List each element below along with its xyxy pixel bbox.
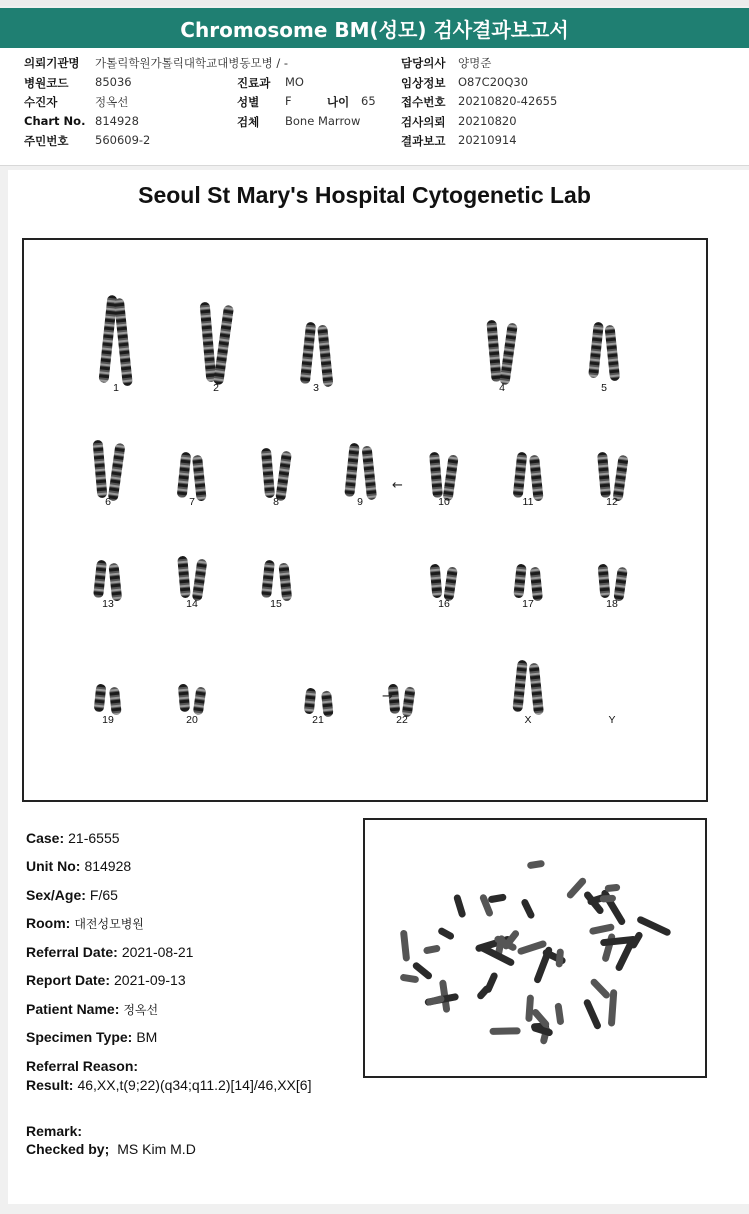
report-title: Chromosome BM(성모) 검사결과보고서 — [180, 17, 569, 42]
referral-reason-label: Referral Reason: — [26, 1058, 139, 1074]
patient-value: 정옥선 — [95, 95, 129, 109]
chromosome-pair-6 — [86, 440, 130, 504]
chromosome-pair-14 — [170, 556, 214, 604]
chromosome-12-b — [612, 455, 628, 502]
metaphase-chromosome — [589, 977, 611, 1000]
chromosome-15-b — [278, 562, 292, 601]
report-label: 결과보고 — [401, 134, 446, 148]
chromosome-13-a — [93, 560, 107, 598]
report-value: 20210914 — [458, 133, 517, 147]
chromosome-label-11: 11 — [522, 496, 534, 508]
sex-value: F — [285, 94, 292, 108]
chromosome-label-13: 13 — [102, 598, 114, 610]
specimen-type-label: Specimen Type: — [26, 1029, 133, 1045]
chromosome-label-X: X — [524, 714, 532, 726]
clinical-value: O87C20Q30 — [458, 75, 529, 89]
metaphase-chromosome — [520, 898, 536, 920]
chromosome-pair-20 — [170, 684, 214, 718]
chromosome-1-a — [98, 295, 117, 383]
metaphase-chromosome — [484, 971, 499, 994]
metaphase-chromosome — [453, 894, 467, 919]
chromosome-X-b — [529, 663, 544, 716]
hospital-label: 의뢰기관명 — [24, 56, 80, 70]
chromosome-9-a — [344, 443, 360, 497]
chromosome-label-1: 1 — [113, 382, 119, 394]
arrow-22-icon: → — [382, 689, 393, 704]
chromosome-15-a — [261, 560, 275, 598]
chromosome-pair-2 — [194, 302, 238, 388]
chromosome-9-b — [362, 446, 378, 501]
rrn-label: 주민번호 — [24, 134, 69, 148]
chromosome-17-a — [513, 564, 526, 598]
chromosome-label-Y: Y — [608, 714, 616, 726]
chart-label: Chart No. — [24, 114, 86, 128]
sexage-value: F/65 — [89, 887, 118, 903]
metaphase-chromosome — [400, 930, 410, 962]
chromosome-pair-3 — [294, 322, 338, 390]
chromosome-label-16: 16 — [438, 598, 450, 610]
karyogram-panel — [22, 238, 708, 802]
hospital-value: 가톨릭학원가톨릭대학교대병동모병 / - — [95, 56, 289, 70]
chromosome-3-a — [300, 322, 316, 384]
specimen-label: 검체 — [237, 115, 260, 129]
chromosome-label-12: 12 — [606, 496, 618, 508]
chromosome-17-b — [530, 567, 543, 602]
chromosome-7-b — [192, 455, 207, 502]
patient-info-panel — [0, 48, 749, 166]
chromosome-label-19: 19 — [102, 714, 114, 726]
chromosome-20-a — [178, 684, 190, 712]
chromosome-14-a — [177, 556, 191, 598]
chromosome-label-17: 17 — [522, 598, 534, 610]
chromosome-19-b — [109, 687, 122, 716]
request-label: 검사의뢰 — [401, 115, 446, 129]
chromosome-10-a — [429, 452, 443, 498]
chromosome-8-b — [275, 451, 292, 502]
request-value: 20210820 — [458, 114, 517, 128]
karyotype-report-page — [8, 170, 749, 1204]
chromosome-label-6: 6 — [105, 496, 111, 508]
case-label: Case: — [26, 830, 65, 846]
report-date-label: Report Date: — [26, 972, 111, 988]
metaphase-chromosome — [554, 1002, 564, 1025]
unit-label: Unit No: — [26, 858, 81, 874]
chromosome-13-b — [108, 563, 122, 602]
chromosome-pair-19 — [86, 684, 130, 718]
chromosome-2-b — [213, 305, 234, 386]
chromosome-21-a — [304, 688, 317, 714]
doctor-label: 담당의사 — [401, 56, 446, 70]
chromosome-5-b — [604, 325, 620, 382]
patient-name-label: Patient Name: — [26, 1001, 120, 1017]
chromosome-22-b — [402, 686, 416, 717]
chromosome-label-18: 18 — [606, 598, 618, 610]
clinical-label: 임상정보 — [401, 76, 446, 90]
chromosome-pair-4 — [480, 320, 524, 388]
room-value: 대전성모병원 — [74, 917, 144, 931]
chromosome-label-22: 22 — [396, 714, 408, 726]
metaphase-chromosome — [437, 926, 455, 940]
chromosome-11-b — [529, 455, 544, 502]
metaphase-image — [363, 818, 707, 1078]
metaphase-chromosome — [604, 884, 620, 893]
chromosome-label-9: 9 — [357, 496, 363, 508]
chromosome-label-8: 8 — [273, 496, 279, 508]
report-title-bar — [0, 8, 749, 48]
chromosome-pair-5 — [582, 322, 626, 384]
top-edge — [0, 0, 749, 6]
chromosome-label-21: 21 — [312, 714, 324, 726]
chromosome-8-a — [261, 448, 275, 498]
metaphase-chromosome — [583, 998, 602, 1030]
chromosome-pair-1 — [94, 295, 138, 389]
chromosome-7-a — [177, 452, 192, 498]
chromosome-12-a — [597, 452, 611, 498]
chromosome-1-b — [114, 298, 133, 387]
lab-title: Seoul St Mary's Hospital Cytogenetic Lab — [138, 182, 591, 208]
chromosome-pair-X — [506, 660, 550, 718]
dept-value: MO — [285, 75, 304, 89]
chromosome-label-20: 20 — [186, 714, 198, 726]
metaphase-chromosome — [601, 933, 616, 963]
metaphase-chromosome — [527, 860, 545, 870]
metaphase-chromosome — [555, 948, 564, 967]
metaphase-chromosome — [565, 876, 587, 900]
chromosome-14-b — [192, 558, 208, 601]
chromosome-4-b — [499, 322, 518, 385]
remark-label: Remark: — [26, 1123, 83, 1139]
room-label: Room: — [26, 915, 71, 931]
accession-value: 20210820-42655 — [458, 94, 558, 108]
unit-value: 814928 — [84, 858, 132, 874]
chromosome-11-a — [513, 452, 528, 498]
chromosome-4-a — [486, 320, 501, 382]
doctor-value: 양명준 — [458, 56, 492, 70]
specimen-type-value: BM — [136, 1029, 158, 1045]
chromosome-3-b — [317, 325, 333, 388]
referral-date-label: Referral Date: — [26, 944, 118, 960]
patient-label: 수진자 — [24, 95, 58, 109]
referral-date-value: 2021-08-21 — [121, 944, 194, 960]
patient-name-value: 정옥선 — [123, 1003, 159, 1017]
case-value: 21-6555 — [68, 830, 120, 846]
chromosome-label-10: 10 — [438, 496, 450, 508]
rrn-value: 560609-2 — [95, 133, 151, 147]
chromosome-X-a — [512, 660, 527, 712]
chromosome-label-14: 14 — [186, 598, 198, 610]
chromosome-20-b — [193, 686, 207, 715]
age-label: 나이 — [327, 95, 350, 109]
chromosome-label-7: 7 — [189, 496, 195, 508]
result-value: 46,XX,t(9;22)(q34;q11.2)[14]/46,XX[6] — [77, 1077, 312, 1093]
result-label: Result: — [26, 1077, 74, 1093]
metaphase-chromosome — [488, 893, 507, 903]
chromosome-18-a — [598, 564, 611, 598]
chromosome-16-a — [430, 564, 443, 598]
chromosome-6-b — [108, 443, 126, 502]
accession-label: 접수번호 — [401, 95, 446, 109]
chromosome-18-b — [613, 567, 628, 602]
chromosome-6-a — [92, 440, 107, 498]
chromosome-label-5: 5 — [601, 382, 607, 394]
sex-label: 성별 — [237, 95, 260, 109]
checked-label: Checked by; — [26, 1141, 110, 1157]
chromosome-label-15: 15 — [270, 598, 282, 610]
chart-value: 814928 — [95, 114, 139, 128]
metaphase-chromosome — [425, 995, 445, 1007]
metaphase-chromosome — [525, 994, 534, 1022]
dept-label: 진료과 — [237, 76, 271, 90]
specimen-value: Bone Marrow — [285, 114, 361, 128]
age-value: 65 — [361, 94, 376, 108]
metaphase-chromosome — [423, 944, 441, 954]
chromosome-2-a — [200, 302, 217, 382]
metaphase-chromosome — [489, 1027, 520, 1035]
chromosome-pair-9 — [338, 443, 382, 503]
chromosome-10-b — [442, 454, 458, 501]
metaphase-chromosome — [600, 895, 617, 903]
checked-value: MS Kim M.D — [117, 1141, 196, 1157]
code-label: 병원코드 — [24, 76, 69, 90]
metaphase-chromosome — [400, 974, 420, 984]
metaphase-chromosome — [600, 889, 626, 927]
chromosome-label-2: 2 — [213, 382, 219, 394]
metaphase-chromosome — [589, 923, 615, 935]
report-date-value: 2021-09-13 — [114, 972, 186, 988]
chromosome-label-3: 3 — [313, 382, 319, 394]
chromosome-label-4: 4 — [499, 382, 505, 394]
chromosome-19-a — [94, 684, 107, 712]
chromosome-16-b — [443, 566, 458, 601]
code-value: 85036 — [95, 75, 132, 89]
sexage-label: Sex/Age: — [26, 887, 86, 903]
chromosome-5-a — [588, 322, 604, 378]
arrow-9-icon: ← — [392, 478, 403, 493]
